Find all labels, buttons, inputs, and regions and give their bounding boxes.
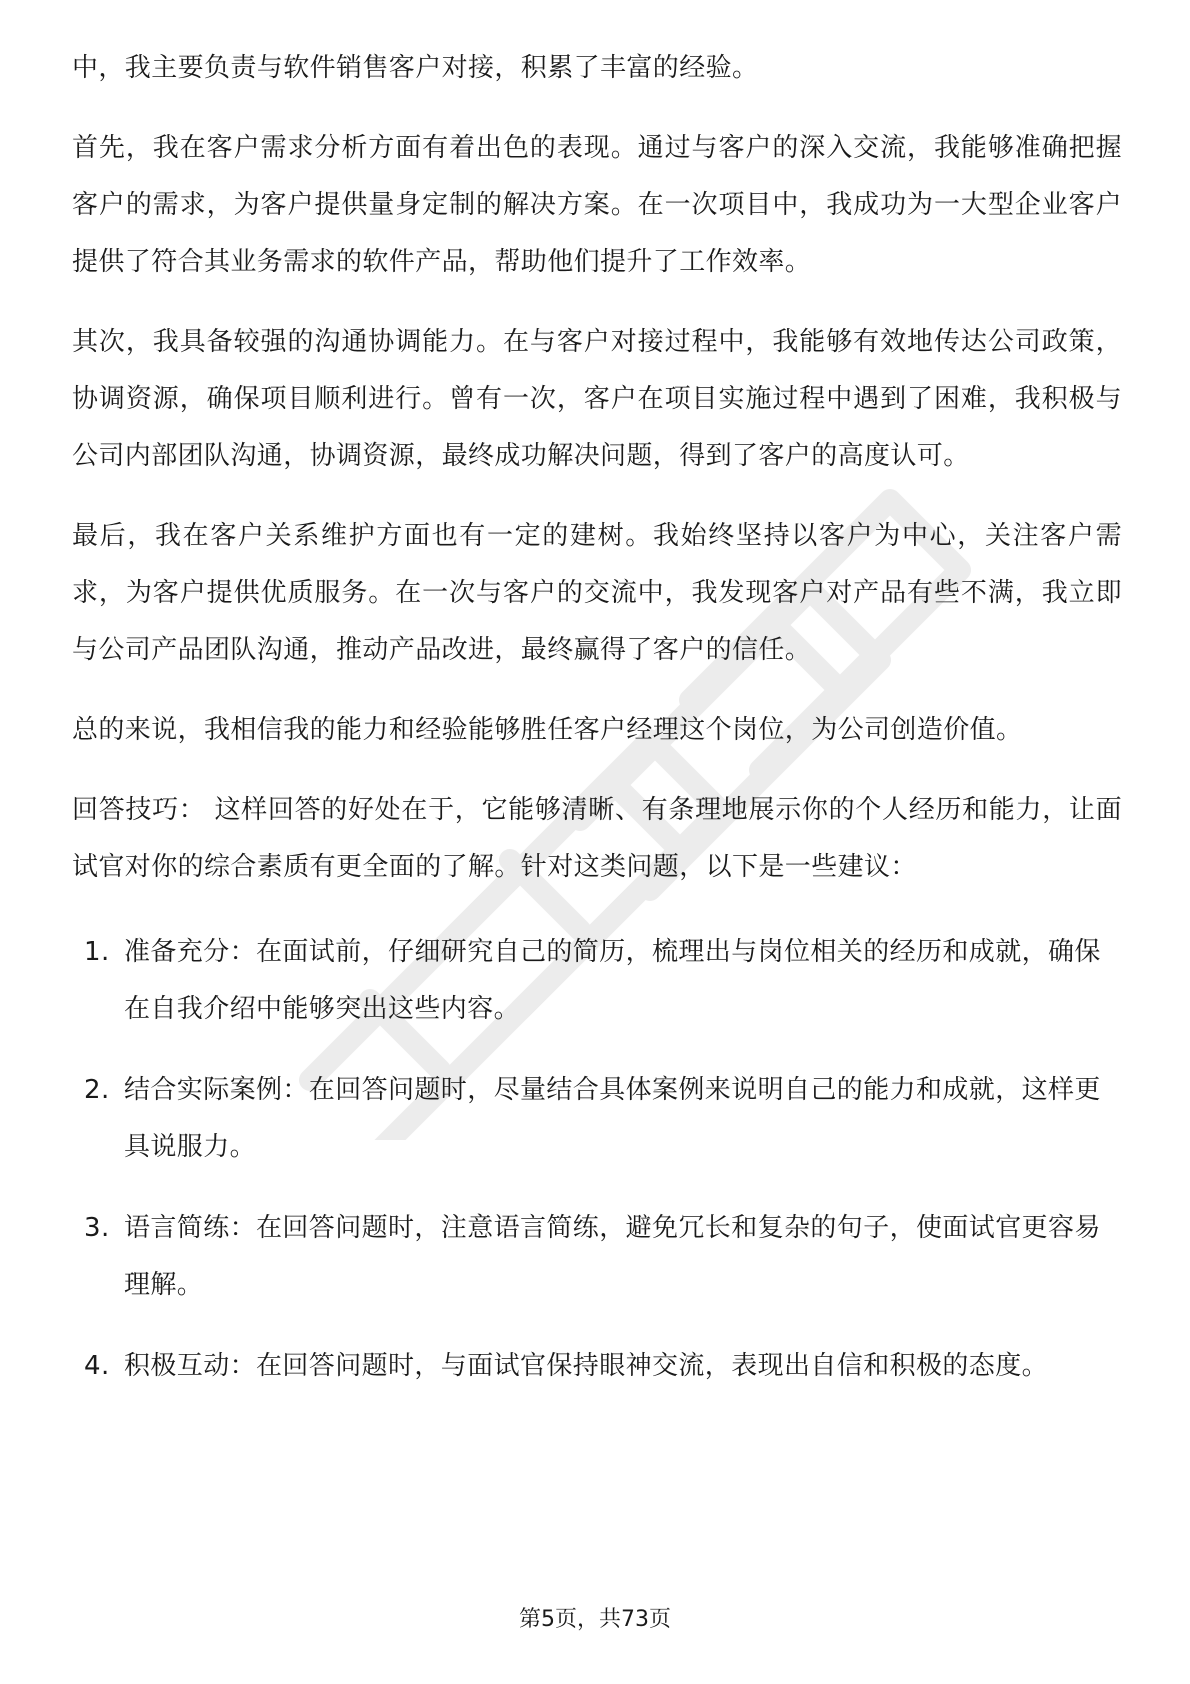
- list-item-number: 3.: [84, 1213, 110, 1243]
- list-item: [72, 1200, 1122, 1314]
- list-item-number: 4.: [84, 1351, 110, 1381]
- tips-list: [72, 924, 1122, 1395]
- list-item: [72, 924, 1122, 1038]
- paragraph-intro-continued: 中，我主要负责与软件销售客户对接，积累了丰富的经验。: [72, 53, 759, 83]
- list-item-text: 积极互动：在回答问题时，与面试官保持眼神交流，表现出自信和积极的态度。: [124, 1351, 1049, 1381]
- paragraph-summary: 总的来说，我相信我的能力和经验能够胜任客户经理这个岗位，为公司创造价值。: [72, 715, 1023, 745]
- list-item: [72, 1062, 1122, 1176]
- list-item-text: 结合实际案例：在回答问题时，尽量结合具体案例来说明自己的能力和成就，这样更具说服力。: [124, 1075, 1101, 1162]
- list-item-text: 语言简练：在回答问题时，注意语言简练，避免冗长和复杂的句子，使面试官更容易理解。: [124, 1213, 1101, 1300]
- list-item-number: 2.: [84, 1075, 110, 1105]
- list-item-text: 准备充分：在面试前，仔细研究自己的简历，梳理出与岗位相关的经历和成就，确保在自我介绍中能够突出这些内容。: [124, 937, 1101, 1024]
- paragraph-second: 其次，我具备较强的沟通协调能力。在与客户对接过程中，我能够有效地传达公司政策，协调资源，确保项目顺利进行。曾有一次，客户在项目实施过程中遇到了困难，我积极与公司内部团队沟通，协调资源，最终成功解决问题，得到了客户的高度认可。: [72, 327, 1122, 471]
- paragraph-last: 最后，我在客户关系维护方面也有一定的建树。我始终坚持以客户为中心，关注客户需求，为客户提供优质服务。在一次与客户的交流中，我发现客户对产品有些不满，我立即与公司产品团队沟通，推动产品改进，最终赢得了客户的信任。: [72, 521, 1122, 665]
- paragraph-tips-intro: 回答技巧： 这样回答的好处在于，它能够清晰、有条理地展示你的个人经历和能力，让面试官对你的综合素质有更全面的了解。针对这类问题，以下是一些建议：: [72, 795, 1122, 882]
- list-item: [72, 1338, 1122, 1395]
- document-body: [72, 40, 1122, 1395]
- page-number-footer: 第5页，共73页: [519, 1607, 671, 1632]
- list-item-number: 1.: [84, 937, 110, 967]
- paragraph-first: 首先，我在客户需求分析方面有着出色的表现。通过与客户的深入交流，我能够准确把握客户的需求，为客户提供量身定制的解决方案。在一次项目中，我成功为一大型企业客户提供了符合其业务需求的软件产品，帮助他们提升了工作效率。: [72, 133, 1122, 277]
